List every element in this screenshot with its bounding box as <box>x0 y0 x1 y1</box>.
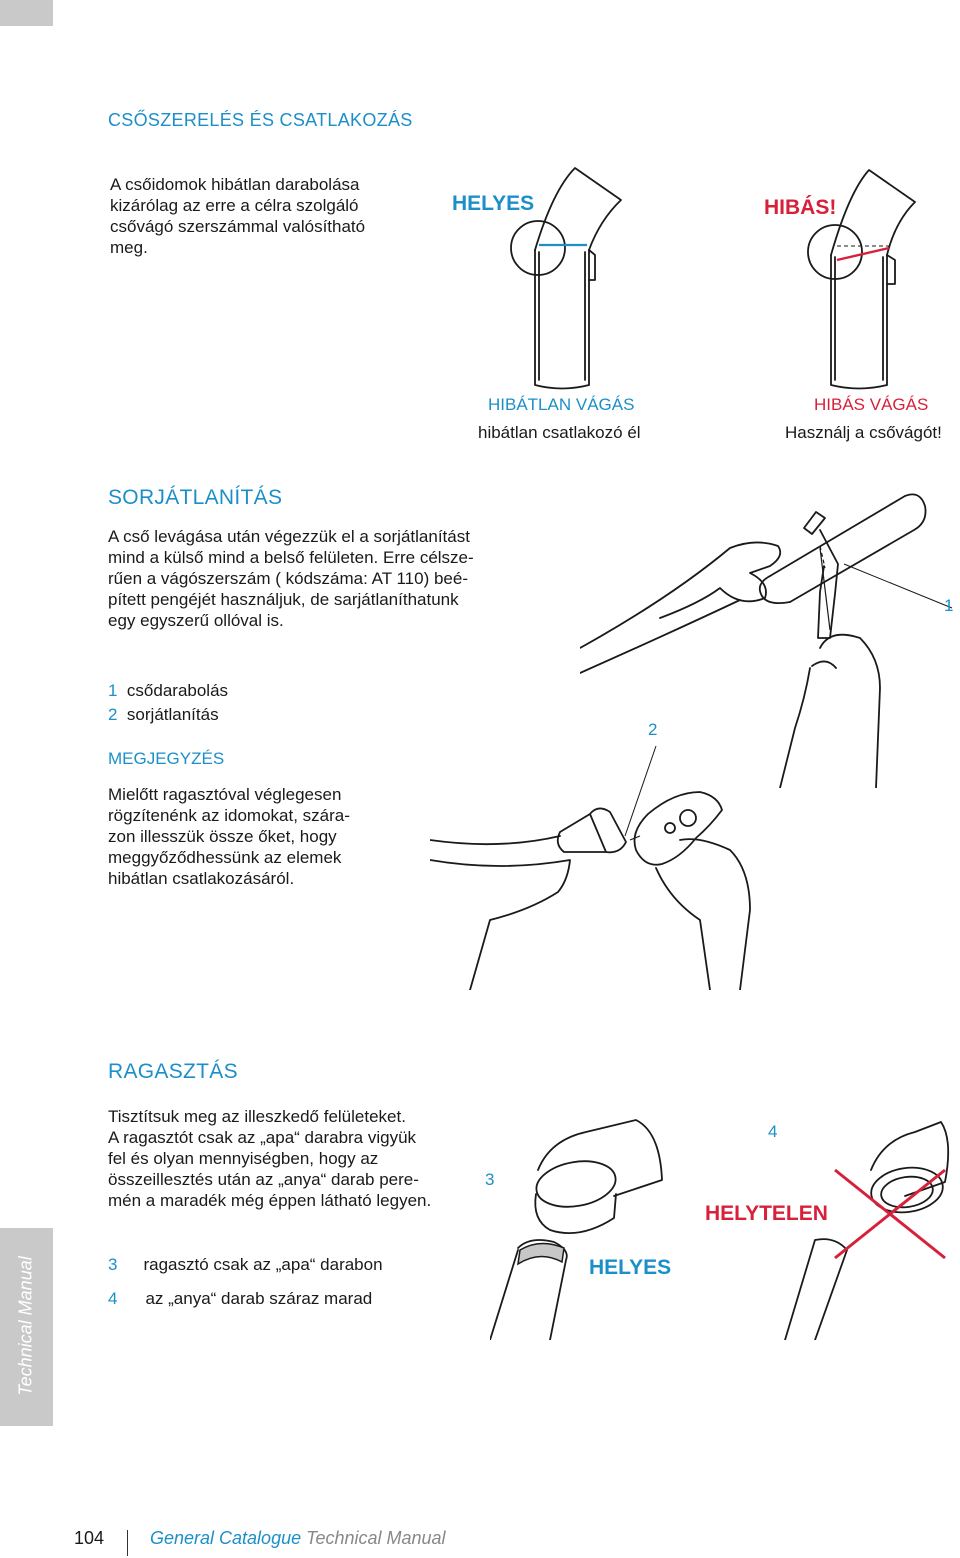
section-title-cutting: CSŐSZERELÉS ÉS CSATLAKOZÁS <box>108 110 413 130</box>
text-line: zon illesszük össze őket, hogy <box>108 827 337 846</box>
deburring-illustration <box>430 740 850 990</box>
correct-caption-text: hibátlan csatlakozó él <box>478 423 641 442</box>
text-line: Tisztítsuk meg az illeszkedő felületeket. <box>108 1107 406 1126</box>
legend-text: sorjátlanítás <box>126 705 219 724</box>
text-line: A cső levágása után végezzük el a sorjátlanítást <box>108 527 470 546</box>
text-line: mén a maradék még éppen látható legyen. <box>108 1191 432 1210</box>
footer-manual: Technical Manual <box>306 1528 446 1548</box>
legend-number: 3 <box>108 1255 118 1274</box>
legend-number: 1 <box>108 681 118 700</box>
wrong-pipe-illustration <box>803 160 933 390</box>
sidebar-label: Technical Manual <box>15 1256 36 1396</box>
legend-text: ragasztó csak az „apa“ darabon <box>143 1255 383 1274</box>
text-line: Mielőtt ragasztóval véglegesen <box>108 785 342 804</box>
footer-title <box>150 1528 446 1549</box>
legend-number: 2 <box>108 705 118 724</box>
text-line: A ragasztót csak az „apa“ darabra vigyük <box>108 1128 417 1147</box>
sidebar-tab-top <box>0 0 53 26</box>
text-line: meg. <box>110 238 148 257</box>
section-title-deburring: SORJÁTLANÍTÁS <box>108 486 283 509</box>
gluing-paragraph <box>108 1106 431 1211</box>
text-line: A csőidomok hibátlan darabolása <box>110 175 360 194</box>
text-line: meggyőződhessünk az elemek <box>108 848 342 867</box>
wrong-caption-title: HIBÁS VÁGÁS <box>814 395 929 414</box>
text-line: egy egyszerű ollóval is. <box>108 611 284 630</box>
figure-number-4: 4 <box>768 1122 778 1141</box>
text-line: összeillesztés után az „anya“ darab pere- <box>108 1170 419 1189</box>
legend-text: az „anya“ darab száraz marad <box>145 1289 373 1308</box>
legend-text: csődarabolás <box>126 681 229 700</box>
note-title: MEGJEGYZÉS <box>108 749 225 768</box>
text-line: pített pengéjét használjuk, de sarjátlaníthatunk <box>108 590 459 609</box>
text-line: csővágó szerszámmal valósítható <box>110 217 366 236</box>
correct-caption-title: HIBÁTLAN VÁGÁS <box>488 395 635 414</box>
section-title-gluing: RAGASZTÁS <box>108 1060 238 1083</box>
cutting-paragraph <box>110 174 365 258</box>
figure-number-2: 2 <box>648 720 658 739</box>
text-line: fel és olyan mennyiségben, hogy az <box>108 1149 379 1168</box>
text-line: rögzítenénk az idomokat, szára- <box>108 806 350 825</box>
text-line: rűen a vágószerszám ( kódszáma: AT 110) beé- <box>108 569 469 588</box>
figure-number-1: 1 <box>944 596 954 615</box>
text-line: kizárólag az erre a célra szolgáló <box>110 196 359 215</box>
wrong-gluing-label: HELYTELEN <box>705 1202 828 1225</box>
note-paragraph <box>108 784 350 889</box>
text-line: mind a külső mind a belső felületen. Erre célsze- <box>108 548 474 567</box>
correct-gluing-illustration <box>490 1110 690 1340</box>
correct-pipe-illustration <box>505 160 635 390</box>
legend-item <box>108 680 228 701</box>
text-line: hibátlan csatlakozásáról. <box>108 869 295 888</box>
legend-item <box>108 704 219 725</box>
legend-number: 4 <box>108 1289 118 1308</box>
page-number: 104 <box>74 1528 105 1548</box>
footer-divider <box>127 1530 128 1556</box>
wrong-caption-text: Használj a csővágót! <box>785 423 942 442</box>
correct-cut-label: HELYES <box>452 192 535 215</box>
legend-item <box>108 1254 383 1275</box>
correct-gluing-label: HELYES <box>589 1256 672 1279</box>
legend-item <box>108 1288 372 1309</box>
figure-number-3: 3 <box>485 1170 495 1189</box>
deburring-paragraph <box>108 526 510 631</box>
footer-catalogue: General Catalogue <box>150 1528 302 1548</box>
wrong-cut-label: HIBÁS! <box>764 196 837 219</box>
